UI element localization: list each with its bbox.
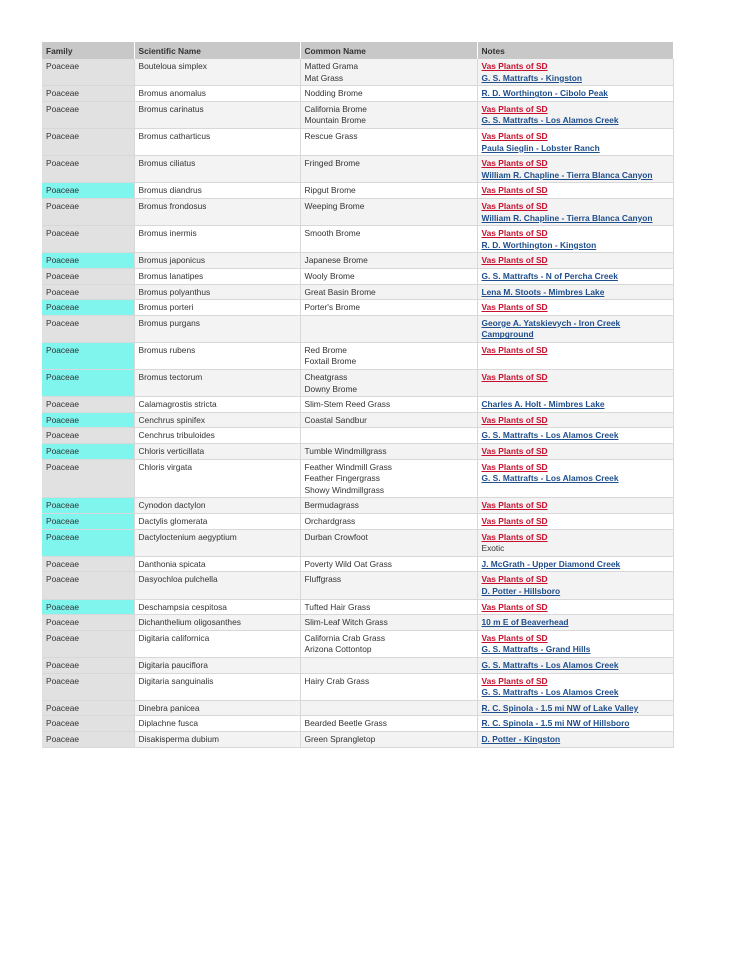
collector-link[interactable]: G. S. Mattrafts - Kingston (481, 72, 582, 83)
scientific-name-cell: Bouteloua simplex (134, 59, 300, 86)
family-cell: Poaceae (42, 198, 134, 225)
notes-cell (477, 514, 673, 530)
table-row (42, 128, 673, 155)
common-name-cell (300, 599, 477, 615)
notes-cell (477, 529, 673, 556)
notes-cell (477, 370, 673, 397)
collector-link[interactable]: R. C. Spinola - 1.5 mi NW of Lake Valley (481, 702, 639, 713)
common-name-cell (300, 226, 477, 253)
scientific-name-cell: Cenchrus tribuloides (134, 428, 300, 444)
notes-cell (477, 86, 673, 102)
common-name-cell (300, 101, 477, 128)
notes-cell (477, 315, 673, 342)
notes-cell (477, 268, 673, 284)
common-name-cell (300, 300, 477, 316)
collector-link[interactable]: D. Potter - Hillsboro (481, 585, 561, 596)
common-name: Fluffgrass (304, 574, 342, 585)
common-name-cell (300, 412, 477, 428)
table-row (42, 498, 673, 514)
common-name: Slim-Stem Reed Grass (304, 399, 391, 410)
notes-cell (477, 673, 673, 700)
table-row (42, 59, 673, 86)
collector-link[interactable]: Lena M. Stoots - Mimbres Lake (481, 286, 605, 297)
table-row (42, 86, 673, 102)
family-cell: Poaceae (42, 630, 134, 657)
collector-link[interactable]: 10 m E of Beaverhead (481, 617, 569, 628)
family-cell: Poaceae (42, 101, 134, 128)
table-row (42, 156, 673, 183)
table-row (42, 514, 673, 530)
common-name-cell (300, 428, 477, 444)
scientific-name-cell: Cenchrus spinifex (134, 412, 300, 428)
collector-link[interactable]: R. D. Worthington - Cibolo Peak (481, 88, 608, 99)
scientific-name-cell: Bromus frondosus (134, 198, 300, 225)
table-row (42, 412, 673, 428)
notes-cell (477, 498, 673, 514)
common-name-cell (300, 284, 477, 300)
common-name: Bearded Beetle Grass (304, 718, 387, 729)
family-cell: Poaceae (42, 428, 134, 444)
family-cell: Poaceae (42, 370, 134, 397)
family-cell: Poaceae (42, 284, 134, 300)
vas-plants-link[interactable]: Vas Plants of SD (481, 675, 548, 686)
notes-cell (477, 59, 673, 86)
common-name: California Brome (304, 103, 367, 114)
notes-cell (477, 101, 673, 128)
common-name-cell (300, 183, 477, 199)
common-name: Weeping Brome (304, 200, 365, 211)
common-name: Japanese Brome (304, 255, 368, 266)
family-cell: Poaceae (42, 716, 134, 732)
scientific-name-cell: Danthonia spicata (134, 556, 300, 572)
common-name-cell (300, 342, 477, 369)
table-row (42, 183, 673, 199)
family-cell: Poaceae (42, 315, 134, 342)
common-name: Tufted Hair Grass (304, 601, 371, 612)
table-row (42, 268, 673, 284)
notes-cell (477, 183, 673, 199)
common-name-cell (300, 657, 477, 673)
vas-plants-link[interactable]: Vas Plants of SD (481, 302, 548, 313)
collector-link[interactable]: G. S. Mattrafts - Los Alamos Creek (481, 473, 619, 484)
table-row (42, 101, 673, 128)
family-cell: Poaceae (42, 615, 134, 631)
vas-plants-link[interactable]: Vas Plants of SD (481, 61, 548, 71)
family-cell: Poaceae (42, 128, 134, 155)
family-cell: Poaceae (42, 300, 134, 316)
table-row (42, 444, 673, 460)
scientific-name-cell: Disakisperma dubium (134, 731, 300, 747)
notes-cell (477, 657, 673, 673)
collector-link[interactable]: William R. Chapline - Tierra Blanca Canyon (481, 212, 653, 223)
common-name: Showy Windmillgrass (304, 484, 385, 495)
family-cell: Poaceae (42, 342, 134, 369)
vas-plants-link[interactable]: Vas Plants of SD (481, 446, 548, 457)
common-name: Poverty Wild Oat Grass (304, 558, 392, 569)
collector-link[interactable]: R. C. Spinola - 1.5 mi NW of Hillsboro (481, 718, 630, 729)
species-table (42, 42, 674, 748)
header-row (42, 42, 673, 59)
notes-cell (477, 397, 673, 413)
family-cell: Poaceae (42, 397, 134, 413)
collector-link[interactable]: William R. Chapline - Tierra Blanca Canyon (481, 169, 653, 180)
common-name: Rescue Grass (304, 130, 358, 141)
common-name-cell (300, 514, 477, 530)
scientific-name-cell: Chloris virgata (134, 459, 300, 498)
family-cell: Poaceae (42, 459, 134, 498)
table-row (42, 459, 673, 498)
table-row (42, 700, 673, 716)
family-cell: Poaceae (42, 556, 134, 572)
scientific-name-cell: Cynodon dactylon (134, 498, 300, 514)
vas-plants-link[interactable]: Vas Plants of SD (481, 500, 548, 511)
table-row (42, 673, 673, 700)
note-text: Exotic (481, 543, 505, 554)
table-row (42, 253, 673, 269)
common-name-cell (300, 630, 477, 657)
common-name-cell (300, 444, 477, 460)
common-name-cell (300, 397, 477, 413)
scientific-name-cell: Dinebra panicea (134, 700, 300, 716)
common-name-cell (300, 459, 477, 498)
vas-plants-link[interactable]: Vas Plants of SD (481, 531, 548, 542)
table-row (42, 599, 673, 615)
family-cell: Poaceae (42, 156, 134, 183)
vas-plants-link[interactable]: Vas Plants of SD (481, 228, 548, 239)
common-name-cell (300, 268, 477, 284)
header-common-name: Common Name (300, 42, 477, 59)
family-cell: Poaceae (42, 86, 134, 102)
vas-plants-link[interactable]: Vas Plants of SD (481, 516, 548, 526)
table-row (42, 529, 673, 556)
common-name: Durban Crowfoot (304, 531, 368, 542)
common-name-cell (300, 716, 477, 732)
common-name: Smooth Brome (304, 228, 361, 239)
vas-plants-link[interactable]: Vas Plants of SD (481, 601, 548, 612)
common-name-cell (300, 700, 477, 716)
collector-link[interactable]: G. S. Mattrafts - Grand Hills (481, 644, 591, 655)
table-body (42, 59, 673, 747)
notes-cell (477, 700, 673, 716)
vas-plants-link[interactable]: Vas Plants of SD (481, 344, 548, 355)
scientific-name-cell: Bromus polyanthus (134, 284, 300, 300)
scientific-name-cell: Dasyochloa pulchella (134, 572, 300, 599)
common-name-cell (300, 128, 477, 155)
common-name: Downy Brome (304, 383, 358, 394)
collector-link[interactable]: G. S. Mattrafts - N of Percha Creek (481, 270, 618, 281)
family-cell: Poaceae (42, 657, 134, 673)
notes-cell (477, 731, 673, 747)
common-name: Mat Grass (304, 72, 344, 83)
family-cell: Poaceae (42, 268, 134, 284)
family-cell: Poaceae (42, 673, 134, 700)
notes-cell (477, 572, 673, 599)
scientific-name-cell: Bromus carinatus (134, 101, 300, 128)
family-cell: Poaceae (42, 514, 134, 530)
notes-cell (477, 428, 673, 444)
vas-plants-link[interactable]: Vas Plants of SD (481, 461, 548, 472)
table-row (42, 556, 673, 572)
common-name: California Crab Grass (304, 632, 386, 643)
family-cell: Poaceae (42, 183, 134, 199)
common-name-cell (300, 370, 477, 397)
family-cell: Poaceae (42, 412, 134, 428)
scientific-name-cell: Bromus lanatipes (134, 268, 300, 284)
common-name-cell (300, 198, 477, 225)
scientific-name-cell: Digitaria sanguinalis (134, 673, 300, 700)
table-row (42, 397, 673, 413)
collector-link[interactable]: Charles A. Holt - Mimbres Lake (481, 399, 605, 410)
collector-link[interactable]: J. McGrath - Upper Diamond Creek (481, 558, 621, 569)
common-name: Slim-Leaf Witch Grass (304, 617, 388, 628)
common-name: Arizona Cottontop (304, 644, 372, 655)
common-name-cell (300, 556, 477, 572)
vas-plants-link[interactable]: Vas Plants of SD (481, 255, 548, 266)
scientific-name-cell: Bromus tectorum (134, 370, 300, 397)
notes-cell (477, 615, 673, 631)
header-family: Family (42, 42, 134, 59)
family-cell: Poaceae (42, 253, 134, 269)
header-scientific-name: Scientific Name (134, 42, 300, 59)
table-row (42, 428, 673, 444)
table-row (42, 657, 673, 673)
table-row (42, 731, 673, 747)
vas-plants-link[interactable]: Vas Plants of SD (481, 130, 548, 141)
family-cell: Poaceae (42, 700, 134, 716)
common-name-cell (300, 156, 477, 183)
scientific-name-cell: Bromus catharticus (134, 128, 300, 155)
family-cell: Poaceae (42, 599, 134, 615)
table-row (42, 198, 673, 225)
notes-cell (477, 630, 673, 657)
scientific-name-cell: Calamagrostis stricta (134, 397, 300, 413)
scientific-name-cell: Bromus porteri (134, 300, 300, 316)
notes-cell (477, 198, 673, 225)
common-name: Cheatgrass (304, 372, 348, 383)
notes-cell (477, 556, 673, 572)
common-name-cell (300, 59, 477, 86)
notes-cell (477, 716, 673, 732)
table-row (42, 284, 673, 300)
common-name-cell (300, 86, 477, 102)
common-name: Green Sprangletop (304, 733, 376, 744)
family-cell: Poaceae (42, 498, 134, 514)
common-name-cell (300, 673, 477, 700)
table-row (42, 315, 673, 342)
common-name-cell (300, 615, 477, 631)
vas-plants-link[interactable]: Vas Plants of SD (481, 158, 548, 169)
scientific-name-cell: Bromus diandrus (134, 183, 300, 199)
collector-link[interactable]: D. Potter - Kingston (481, 733, 561, 744)
vas-plants-link[interactable]: Vas Plants of SD (481, 414, 548, 425)
scientific-name-cell: Dactyloctenium aegyptium (134, 529, 300, 556)
scientific-name-cell: Deschampsia cespitosa (134, 599, 300, 615)
table-row (42, 370, 673, 397)
collector-link[interactable]: Paula Sieglin - Lobster Ranch (481, 142, 600, 153)
table-row (42, 615, 673, 631)
collector-link[interactable]: G. S. Mattrafts - Los Alamos Creek (481, 115, 619, 126)
notes-cell (477, 412, 673, 428)
common-name: Feather Windmill Grass (304, 461, 392, 472)
notes-cell (477, 128, 673, 155)
common-name: Wooly Brome (304, 270, 355, 281)
scientific-name-cell: Diplachne fusca (134, 716, 300, 732)
notes-cell (477, 156, 673, 183)
common-name: Nodding Brome (304, 88, 363, 99)
scientific-name-cell: Bromus rubens (134, 342, 300, 369)
scientific-name-cell: Dichanthelium oligosanthes (134, 615, 300, 631)
scientific-name-cell: Bromus japonicus (134, 253, 300, 269)
collector-link[interactable]: R. D. Worthington - Kingston (481, 239, 597, 250)
scientific-name-cell: Digitaria californica (134, 630, 300, 657)
common-name: Hairy Crab Grass (304, 675, 370, 686)
family-cell: Poaceae (42, 444, 134, 460)
common-name-cell (300, 498, 477, 514)
common-name-cell (300, 731, 477, 747)
family-cell: Poaceae (42, 731, 134, 747)
common-name-cell (300, 529, 477, 556)
scientific-name-cell: Chloris verticillata (134, 444, 300, 460)
scientific-name-cell: Bromus ciliatus (134, 156, 300, 183)
common-name: Bermudagrass (304, 500, 359, 511)
table-row (42, 226, 673, 253)
common-name-cell (300, 253, 477, 269)
header-notes: Notes (477, 42, 673, 59)
common-name: Great Basin Brome (304, 286, 376, 297)
collector-link[interactable]: G. S. Mattrafts - Los Alamos Creek (481, 687, 619, 698)
notes-cell (477, 284, 673, 300)
collector-link[interactable]: G. S. Mattrafts - Los Alamos Creek (481, 659, 619, 670)
family-cell: Poaceae (42, 572, 134, 599)
common-name: Mountain Brome (304, 115, 366, 126)
common-name: Foxtail Brome (304, 356, 357, 367)
table-row (42, 716, 673, 732)
scientific-name-cell: Digitaria pauciflora (134, 657, 300, 673)
family-cell: Poaceae (42, 529, 134, 556)
table-row (42, 342, 673, 369)
common-name: Feather Fingergrass (304, 473, 380, 484)
notes-cell (477, 342, 673, 369)
vas-plants-link[interactable]: Vas Plants of SD (481, 574, 548, 585)
vas-plants-link[interactable]: Vas Plants of SD (481, 200, 548, 211)
common-name: Red Brome (304, 344, 347, 355)
common-name: Ripgut Brome (304, 185, 356, 196)
common-name: Matted Grama (304, 61, 359, 71)
table-row (42, 630, 673, 657)
common-name: Fringed Brome (304, 158, 360, 169)
notes-cell (477, 444, 673, 460)
scientific-name-cell: Dactylis glomerata (134, 514, 300, 530)
notes-cell (477, 599, 673, 615)
collector-link[interactable]: G. S. Mattrafts - Los Alamos Creek (481, 430, 619, 441)
common-name: Tumble Windmillgrass (304, 446, 387, 457)
family-cell: Poaceae (42, 226, 134, 253)
table-row (42, 300, 673, 316)
family-cell: Poaceae (42, 59, 134, 86)
scientific-name-cell: Bromus anomalus (134, 86, 300, 102)
vas-plants-link[interactable]: Vas Plants of SD (481, 103, 548, 114)
notes-cell (477, 459, 673, 498)
scientific-name-cell: Bromus inermis (134, 226, 300, 253)
common-name: Porter's Brome (304, 302, 361, 313)
collector-link[interactable]: George A. Yatskievych - Iron Creek Campground (481, 317, 621, 340)
table-header (42, 42, 673, 59)
notes-cell (477, 226, 673, 253)
common-name-cell (300, 572, 477, 599)
vas-plants-link[interactable]: Vas Plants of SD (481, 185, 548, 196)
notes-cell (477, 253, 673, 269)
notes-cell (477, 300, 673, 316)
vas-plants-link[interactable]: Vas Plants of SD (481, 372, 548, 383)
table-row (42, 572, 673, 599)
common-name: Coastal Sandbur (304, 414, 367, 425)
scientific-name-cell: Bromus purgans (134, 315, 300, 342)
common-name: Orchardgrass (304, 516, 356, 526)
vas-plants-link[interactable]: Vas Plants of SD (481, 632, 548, 643)
common-name-cell (300, 315, 477, 342)
